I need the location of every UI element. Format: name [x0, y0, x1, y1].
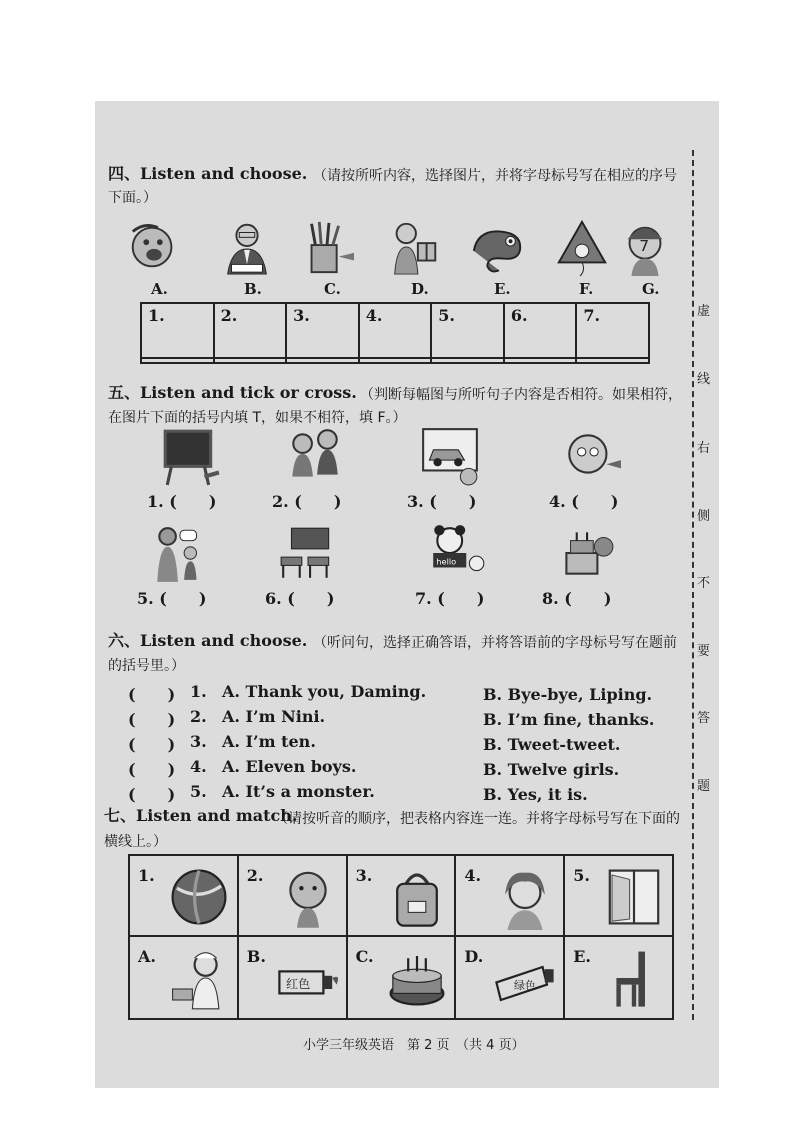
- tick-cross-item: [542, 586, 611, 609]
- match-bottom-cell[interactable]: [564, 936, 673, 1019]
- svg-text:绿色: 绿色: [514, 979, 537, 992]
- tick-cross-item: [415, 586, 484, 609]
- answer-blank-cell[interactable]: [141, 358, 214, 363]
- svg-text:红色: 红色: [285, 976, 310, 991]
- section4-picture-letter: F.: [579, 280, 594, 298]
- tick-cross-number: 3.: [407, 492, 424, 511]
- answer-blank-cell[interactable]: [359, 358, 432, 363]
- tick-cross-blank[interactable]: ( ): [423, 492, 477, 511]
- shouting-boy-icon: [125, 216, 183, 282]
- match-bottom-label: D.: [464, 947, 484, 966]
- pencil-cup-icon: [298, 216, 356, 282]
- answer-blank[interactable]: ( ): [128, 710, 176, 729]
- answer-blank-cell[interactable]: [286, 358, 359, 363]
- ball-icon: [166, 864, 232, 934]
- match-top-cell[interactable]: [455, 855, 564, 936]
- section5-instruction: （判断每幅图与所听句子内容是否相符。如果相符，在图片下面的括号内填 T，如果不相符，填 F。）: [108, 387, 682, 426]
- section6-instruction: （听问句，选择正确答语，并将答语前的字母标号写在题前的括号里。）: [108, 635, 677, 674]
- tick-cross-blank[interactable]: ( ): [431, 589, 485, 608]
- match-top-label: 3.: [355, 866, 373, 885]
- answer-number: 7.: [583, 306, 601, 325]
- sidebar-char: 侧: [697, 509, 711, 524]
- answer-blank[interactable]: ( ): [128, 760, 176, 779]
- option-a: A. Eleven boys.: [222, 757, 357, 776]
- answer-blank[interactable]: ( ): [128, 735, 176, 754]
- answer-blank-cell[interactable]: [504, 358, 577, 363]
- question-number: 4.: [190, 757, 207, 776]
- match-bottom-label: E.: [573, 947, 591, 966]
- question-number: 1.: [190, 682, 207, 701]
- blackboard-icon: [150, 425, 230, 491]
- panda-hello-icon: [418, 522, 498, 588]
- section5-title: 五、Listen and tick or cross.: [108, 383, 357, 402]
- match-bottom-cell[interactable]: [455, 936, 564, 1019]
- section6-title: 六、Listen and choose.: [108, 631, 308, 650]
- answer-number-cell: [576, 303, 649, 358]
- match-bottom-cell[interactable]: [238, 936, 347, 1019]
- teacher-icon: [218, 216, 276, 282]
- section4-instruction: （请按所听内容，选择图片，并将字母标号写在相应的序号下面。）: [108, 168, 677, 206]
- match-bottom-cell[interactable]: [347, 936, 456, 1019]
- answer-number-cell: [286, 303, 359, 358]
- tick-cross-item: [265, 586, 334, 609]
- kite-icon: [553, 216, 611, 282]
- sidebar-char: 题: [697, 779, 711, 794]
- match-bottom-cell[interactable]: [129, 936, 238, 1019]
- section4-answer-table: [140, 302, 650, 364]
- answer-number: 2.: [220, 306, 238, 325]
- girl-number-seven-icon: [616, 216, 674, 282]
- tick-cross-number: 6.: [265, 589, 282, 608]
- option-b: B. Bye-bye, Liping.: [483, 685, 653, 704]
- tick-cross-item: [549, 489, 618, 512]
- answer-number-cell: [141, 303, 214, 358]
- answer-blank-cell[interactable]: [214, 358, 287, 363]
- section7-match-table: [128, 854, 674, 1020]
- answer-number-cell: [504, 303, 577, 358]
- tick-cross-blank[interactable]: ( ): [558, 589, 612, 608]
- window-icon: [601, 864, 667, 934]
- answer-number: 6.: [510, 306, 528, 325]
- match-top-cell[interactable]: [238, 855, 347, 936]
- tick-cross-number: 2.: [272, 492, 289, 511]
- woman-icon: [492, 864, 558, 934]
- match-top-cell[interactable]: [347, 855, 456, 936]
- section4-picture-letter: C.: [324, 280, 341, 298]
- option-a: A. I’m Nini.: [222, 707, 326, 726]
- sidebar-char: 右: [697, 441, 711, 456]
- answer-number-cell: [214, 303, 287, 358]
- match-bottom-label: C.: [355, 947, 374, 966]
- question-number: 2.: [190, 707, 207, 726]
- option-b: B. Tweet-tweet.: [483, 735, 621, 754]
- cake-icon: [384, 945, 450, 1015]
- tick-cross-blank[interactable]: ( ): [163, 492, 217, 511]
- option-b: B. Yes, it is.: [483, 785, 588, 804]
- match-top-label: 1.: [138, 866, 155, 885]
- answer-number-cell: [431, 303, 504, 358]
- answer-blank-cell[interactable]: [576, 358, 649, 363]
- section4-title: 四、Listen and choose.: [108, 164, 308, 183]
- page-footer: 小学三年级英语 第 2 页 （共 4 页）: [303, 1038, 525, 1053]
- tick-cross-number: 4.: [549, 492, 566, 511]
- tick-cross-number: 7.: [415, 589, 432, 608]
- match-bottom-label: B.: [246, 947, 266, 966]
- match-top-label: 4.: [464, 866, 482, 885]
- car-icon: [410, 425, 490, 491]
- answer-blank[interactable]: ( ): [128, 685, 176, 704]
- chameleon-icon: [468, 216, 526, 282]
- tick-cross-item: [147, 489, 216, 512]
- match-top-cell[interactable]: [129, 855, 238, 936]
- chair-icon: [601, 945, 667, 1015]
- match-bottom-label: A.: [138, 947, 156, 966]
- tick-cross-blank[interactable]: ( ): [281, 589, 335, 608]
- option-a: A. I’m ten.: [222, 732, 316, 751]
- boy-pointing-icon: [552, 425, 632, 491]
- answer-number-cell: [359, 303, 432, 358]
- section7-title: 七、Listen and match.: [104, 806, 298, 825]
- question-number: 5.: [190, 782, 207, 801]
- section4-picture-letter: A.: [151, 280, 168, 298]
- option-b: B. Twelve girls.: [483, 760, 620, 779]
- baby-icon: [275, 864, 341, 934]
- answer-blank-cell[interactable]: [431, 358, 504, 363]
- option-a: A. It’s a monster.: [222, 782, 375, 801]
- option-a: A. Thank you, Daming.: [222, 682, 427, 701]
- birthday-cake-icon: [545, 522, 625, 588]
- tick-cross-number: 8.: [542, 589, 559, 608]
- svg-text:hello: hello: [436, 556, 457, 567]
- tick-cross-item: [137, 586, 206, 609]
- tick-cross-blank[interactable]: ( ): [153, 589, 207, 608]
- answer-number: 1.: [148, 306, 165, 325]
- question-number: 3.: [190, 732, 207, 751]
- answer-blank[interactable]: ( ): [128, 785, 176, 804]
- match-top-label: 5.: [573, 866, 590, 885]
- girl-with-gift-icon: [385, 216, 443, 282]
- tick-cross-item: [407, 489, 476, 512]
- tick-cross-number: 1.: [147, 492, 164, 511]
- sidebar-char: 答: [697, 711, 711, 726]
- two-kids-icon: [275, 425, 355, 491]
- answer-number: 3.: [293, 306, 310, 325]
- section4-picture-letter: E.: [494, 280, 511, 298]
- section4-picture-letter: D.: [411, 280, 429, 298]
- section4-picture-letter: B.: [244, 280, 262, 298]
- sidebar-char: 要: [697, 644, 711, 659]
- tick-cross-number: 5.: [137, 589, 154, 608]
- match-top-cell[interactable]: [564, 855, 673, 936]
- section4-picture-letter: G.: [642, 280, 660, 298]
- sidebar-char: 虚: [697, 304, 711, 319]
- bag-icon: [384, 864, 450, 934]
- match-top-label: 2.: [246, 866, 264, 885]
- option-b: B. I’m fine, thanks.: [483, 710, 655, 729]
- sidebar-char: 线: [697, 372, 711, 387]
- svg-text:7: 7: [639, 236, 650, 255]
- answer-number: 5.: [438, 306, 455, 325]
- classroom-icon: [268, 522, 348, 588]
- family-icon: [140, 522, 220, 588]
- section7-instruction: （请按听音的顺序，把表格内容连一连。并将字母标号写在下面的横线上。）: [104, 811, 680, 850]
- sidebar-char: 不: [697, 576, 711, 591]
- tick-cross-blank[interactable]: ( ): [565, 492, 619, 511]
- tick-cross-item: [272, 489, 341, 512]
- tick-cross-blank[interactable]: ( ): [288, 492, 342, 511]
- answer-number: 4.: [365, 306, 383, 325]
- nurse-icon: [166, 945, 232, 1015]
